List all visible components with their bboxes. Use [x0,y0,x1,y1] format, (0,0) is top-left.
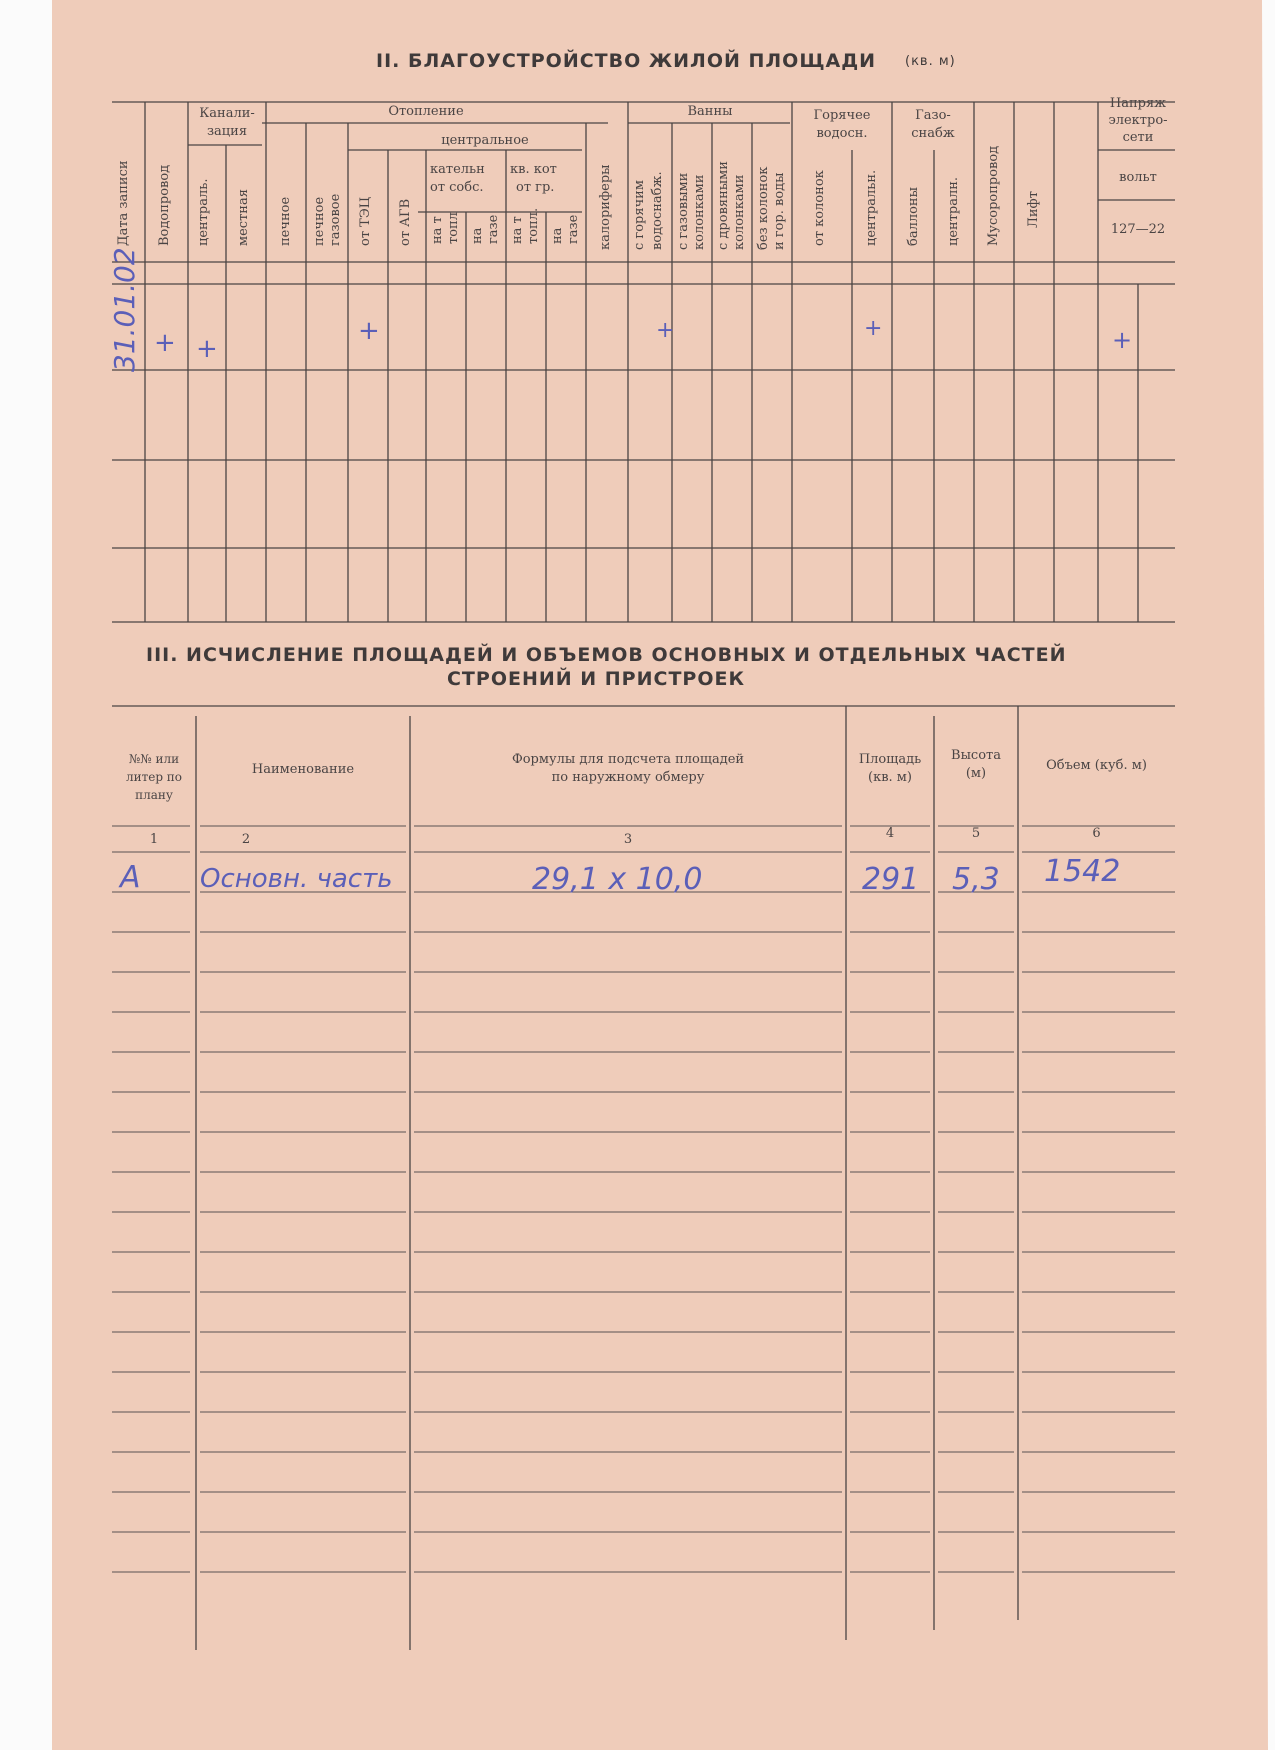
col-formula-header-1: Формулы для подсчета площадей [511,752,745,767]
col-number-2: 2 [241,832,251,847]
gas-central-header: централн. [946,176,961,246]
gas-group-header-2: снабж [911,126,955,141]
hotwater-group-header-1: Горячее [813,108,871,123]
garbage-header: Мусоропровод [986,145,1001,246]
boiler-gas-header-2: газе [486,214,501,244]
boiler-solid-header-2: топл [446,212,461,244]
col-tec-header: от ТЭЦ [358,196,373,246]
flat-solid-header-2: топл. [526,207,541,244]
volt-group-header-3: сети [1122,130,1154,145]
col-stove-gas-header-2: газовое [328,193,343,246]
flat-boiler-header-1: кв. кот [510,162,557,177]
col-num-header-3: плану [135,788,173,802]
col-formula-header-2: по наружному обмеру [551,770,705,785]
col-number-4: 4 [885,826,895,841]
lift-header: Лифт [1026,191,1041,228]
sewer-group-header-2: зация [206,124,248,139]
heating-group-header: Отопление [388,104,464,119]
col-volume-header: Объем (куб. м) [1046,758,1147,773]
row1-name: Основн. часть [200,864,393,894]
col-area-header-2: (кв. м) [868,770,912,785]
flat-gas-header-1: на [550,227,565,244]
central-group-header: центральное [441,133,529,148]
row1-volt-mark: + [1112,326,1133,354]
boiler-own-header-2: от собс. [430,180,484,195]
col-num-header-2: литер по [125,770,183,784]
col-number-1: 1 [149,832,159,847]
volt-group-header-2: электро- [1108,113,1168,128]
col-number-3: 3 [623,832,633,847]
row1-formula: 29,1 х 10,0 [532,862,703,897]
volt-label: вольт [1119,170,1157,185]
col-height-header-2: (м) [965,766,987,781]
gas-group-header-1: Газо- [915,108,951,123]
bath-none-header-2: и гор. воды [772,172,787,250]
row1-date: 31.01.02 [108,247,141,372]
bath-gas-header-1: с газовыми [676,172,691,250]
row1-bath-mark: + [656,318,675,343]
flat-boiler-header-2: от гр. [516,180,555,195]
col-calorifer-header: калориферы [598,164,613,250]
row1-height: 5,3 [952,862,1000,897]
row1-sewer-mark: + [196,334,218,364]
col-sewer-central-header: централь. [196,178,211,246]
col-name-header: Наименование [251,762,355,777]
flat-solid-header-1: на т [510,216,525,244]
boiler-own-header-1: кательн [430,162,485,177]
row1-litera: А [120,860,141,895]
bath-wood-header-1: с дровяными [716,161,731,250]
boiler-solid-header-1: на т [430,216,445,244]
col-number-5: 5 [971,826,981,841]
volt-values: 127—22 [1110,222,1166,237]
volt-group-header-1: Напряж [1109,96,1167,111]
row1-hw-mark: + [864,316,883,341]
bath-none-header-1: без колонок [756,166,771,250]
row1-water-mark: + [154,328,176,358]
col-stove-gas-header-1: печное [312,196,327,246]
bath-hot-header-1: с горячим [632,180,647,250]
bath-hot-header-2: водоснабж. [650,171,665,250]
baths-group-header: Ванны [687,104,733,119]
boiler-gas-header-1: на [470,227,485,244]
col-water-header: Водопровод [157,164,172,246]
section3-title-line2: СТРОЕНИЙ И ПРИСТРОЕК [446,668,745,690]
bath-wood-header-2: колонками [732,174,747,250]
col-sewer-local-header: местная [236,189,251,246]
gas-bottles-header: баллоны [906,187,921,246]
col-number-6: 6 [1092,826,1101,841]
hotwater-group-header-2: водосн. [816,126,868,141]
flat-gas-header-2: газе [566,214,581,244]
col-date-header: Дата записи [116,160,131,246]
col-area-header-1: Площадь [858,752,922,767]
hw-columns-header: от колонок [812,170,827,246]
row1-volume: 1542 [1044,854,1121,889]
col-height-header-1: Высота [951,748,1001,763]
col-num-header-1: №№ или [128,752,180,766]
section2-title: II. БЛАГОУСТРОЙСТВО ЖИЛОЙ ПЛОЩАДИ [376,50,877,72]
hw-central-header: центральн. [864,169,879,246]
col-stove-header: печное [278,196,293,246]
row1-tec-mark: + [358,316,380,346]
section2-unit: (кв. м) [905,54,956,69]
row1-area: 291 [862,862,920,897]
section3-title-line1: III. ИСЧИСЛЕНИЕ ПЛОЩАДЕЙ И ОБЪЕМОВ ОСНОВНЫХ И ОТДЕЛЬНЫХ ЧАСТЕЙ [146,644,1067,666]
sewer-group-header-1: Канали- [199,106,255,121]
col-agv-header: от АГВ [398,198,413,246]
bath-gas-header-2: колонками [692,174,707,250]
